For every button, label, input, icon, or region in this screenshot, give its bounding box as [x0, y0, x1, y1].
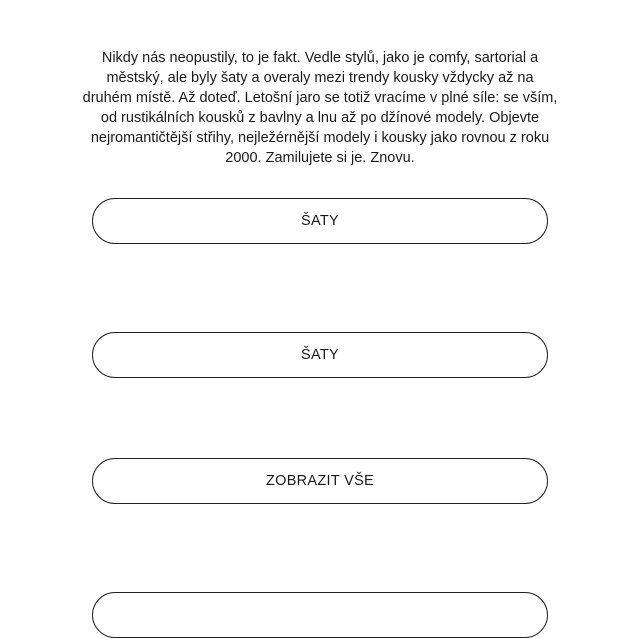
dresses-button-secondary[interactable]: ŠATY: [92, 332, 548, 378]
show-all-button[interactable]: ZOBRAZIT VŠE: [92, 458, 548, 504]
intro-paragraph: Nikdy nás neopustily, to je fakt. Vedle stylů, jako je comfy, sartorial a městský, ale byly šaty a overaly mezi trendy kousky vždycky až na druhém místě. Až doteď. Letošní jaro se totiž vracíme v plné síle: se vším, od rustikálních kousků z bavlny a lnu až po džínové modely. Objevte nejromantičtější střihy, nejležérnější modely i kousky jako rovnou z roku 2000. Zamilujete si je. Znovu.: [82, 50, 558, 166]
dresses-button[interactable]: ŠATY: [92, 198, 548, 244]
partially-visible-button[interactable]: [92, 592, 548, 638]
